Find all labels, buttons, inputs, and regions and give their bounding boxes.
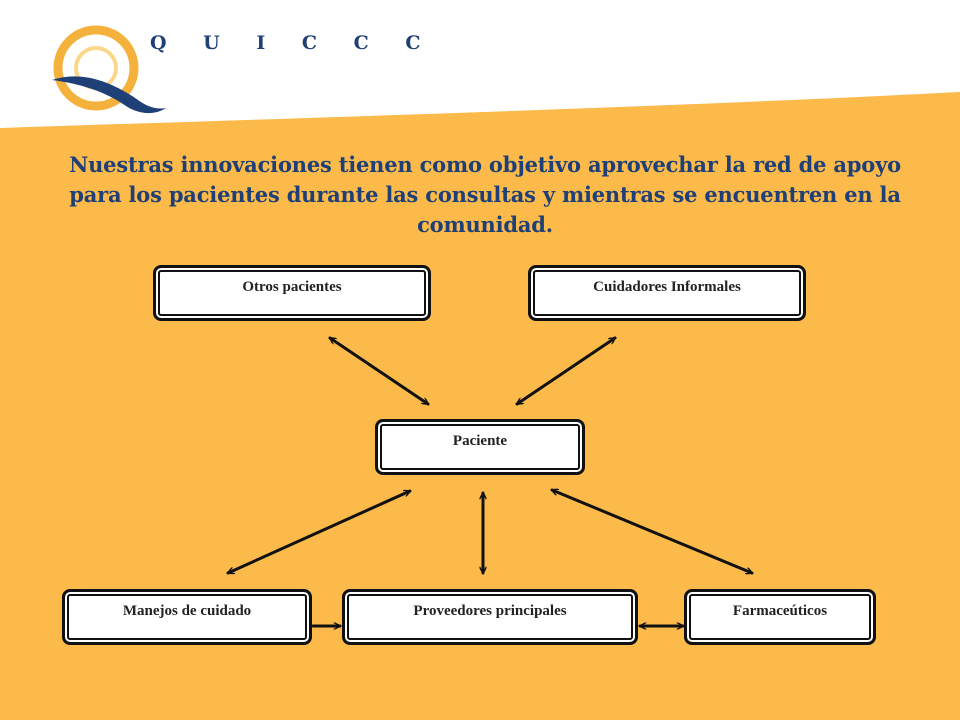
node-manejos-de-cuidado: Manejos de cuidado xyxy=(62,589,312,645)
arrow-paciente-cuidadores xyxy=(517,338,615,404)
arrow-paciente-otros xyxy=(330,338,428,404)
headline: Nuestras innovaciones tienen como objetivo aprovechar la red de apoyo para los pacientes durante las consultas y mientras se encuentren en la comunidad. xyxy=(69,152,901,237)
arrow-paciente-farma xyxy=(552,490,752,573)
node-cuidadores-informales: Cuidadores Informales xyxy=(528,265,806,321)
node-farmaceuticos: Farmaceúticos xyxy=(684,589,876,645)
arrow-paciente-manejos xyxy=(228,491,410,573)
node-proveedores-principales: Proveedores principales xyxy=(342,589,638,645)
brand-wordmark: Q U I C C C xyxy=(150,32,436,54)
node-paciente: Paciente xyxy=(375,419,585,475)
node-otros-pacientes: Otros pacientes xyxy=(153,265,431,321)
